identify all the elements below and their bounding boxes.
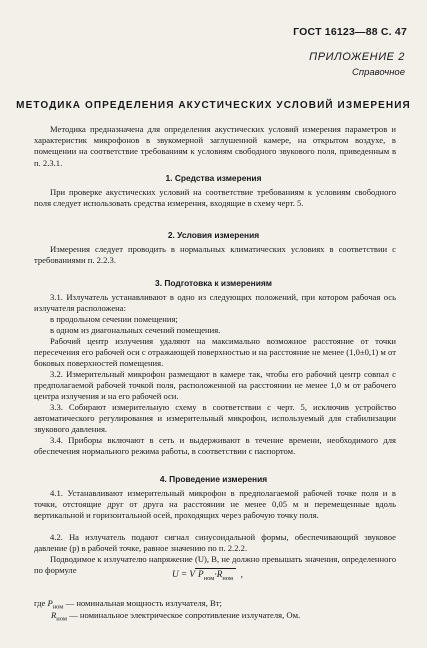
paragraph-3-3: 3.3. Собирают измерительную схему в соответствии с черт. 5, исключив устройство автоматического регулирования и измерительный микрофон, используемый для стабилизации звукового давления. — [34, 402, 396, 435]
where-r-symbol: R — [51, 610, 57, 620]
paragraph-3-4: 3.4. Приборы включают в сеть и выдерживают в течение времени, необходимого для обеспечения нормального режима работы, в соответствии с паспортом. — [34, 435, 396, 457]
paragraph-3-1-a: в продольном сечении помещения; — [50, 314, 178, 324]
formula-p-subscript: ном — [203, 574, 215, 582]
formula-radicand — [195, 568, 236, 582]
section-3-heading: 3. Подготовка к измерениям — [155, 278, 272, 288]
voltage-formula — [172, 569, 243, 582]
where-p-text: — номинальная мощность излучателя, Вт; — [65, 598, 222, 608]
where-p-subscript: ном — [52, 603, 64, 611]
section-2-paragraph: Измерения следует проводить в нормальных климатических условиях в соответствии с требованиями п. 2.2.3. — [34, 244, 396, 266]
paragraph-3-1-c: Рабочий центр излучения удаляют на максимально возможное расстояние от точки пересечения его рабочей оси с отражающей поверхностью и на расстояние не менее (1,0±0,1) м от боковых поверхностей помещения. — [34, 336, 396, 369]
where-line-2 — [51, 610, 421, 625]
appendix-label — [309, 51, 405, 78]
paragraph-4-2: 4.2. На излучатель подают сигнал синусоидальной формы, обеспечивающий звуковое давление (p) в рабочей точке, равное значению по п. 2.2.2. — [34, 532, 396, 554]
paragraph-4-1: 4.1. Устанавливают измерительный микрофон в предполагаемой рабочей точке поля и в точки, отстоящие друг от друга на расстоянии не менее 0,05 м и перемещенные вдоль вертикальной и горизонтальной осей, проходящих через рабочую точку поля. — [34, 488, 396, 521]
main-title: МЕТОДИКА ОПРЕДЕЛЕНИЯ АКУСТИЧЕСКИХ УСЛОВИЙ ИЗМЕРЕНИЯ — [16, 100, 411, 111]
where-lead: где — [34, 598, 46, 608]
paragraph-3-2: 3.2. Измерительный микрофон размещают в камере так, чтобы его рабочий центр совпал с предполагаемой рабочей точкой поля, расположенной на расстоянии не менее 1,0 м от рабочего центра излучения и на его рабочей оси. — [34, 369, 396, 402]
where-r-subscript: ном — [56, 615, 67, 623]
paragraph-4-2-voltage: Подводимое к излучателю напряжение (U), В, не должно превышать значения, определенного по формуле — [34, 554, 396, 576]
formula-p-symbol: P — [198, 569, 204, 579]
section-1-paragraph: При проверке акустических условий на соответствие требованиям к условиям свободного поля следует использовать средства измерения, входящие в схему черт. 5. — [34, 187, 396, 209]
paragraph-3-1-b: в одном из диагональных сечений помещения. — [50, 325, 221, 335]
section-4-heading: 4. Проведение измерения — [159, 474, 268, 484]
appendix-title: ПРИЛОЖЕНИЕ 2 — [309, 51, 405, 63]
section-2-heading: 2. Условия измерения — [167, 230, 260, 240]
formula-dot: · — [214, 569, 217, 579]
intro-paragraph: Методика предназначена для определения акустических условий измерения параметров и характеристик микрофонов в звукомерной заглушенной камере, на открытом воздухе, в помещении на соответствие требованиям к условиям свободного звукового поля, приведенным в п. 2.3.1. — [34, 124, 396, 168]
formula-r-subscript: ном — [222, 574, 234, 582]
formula-r-symbol: R — [216, 569, 223, 579]
where-p-symbol: P — [47, 598, 53, 608]
section-1-heading: 1. Средства измерения — [165, 173, 262, 183]
paragraph-3-1: 3.1. Излучатель устанавливают в одно из следующих положений, при котором рабочая ось излучателя расположена: — [34, 292, 396, 314]
page-header: ГОСТ 16123—88 С. 47 — [293, 26, 407, 38]
formula-lhs: U = V — [172, 569, 196, 579]
appendix-subtitle: Справочное — [352, 67, 405, 78]
formula-comma: , — [240, 569, 243, 579]
where-r-text: — номинальное электрическое сопротивление излучателя, Ом. — [69, 610, 301, 620]
